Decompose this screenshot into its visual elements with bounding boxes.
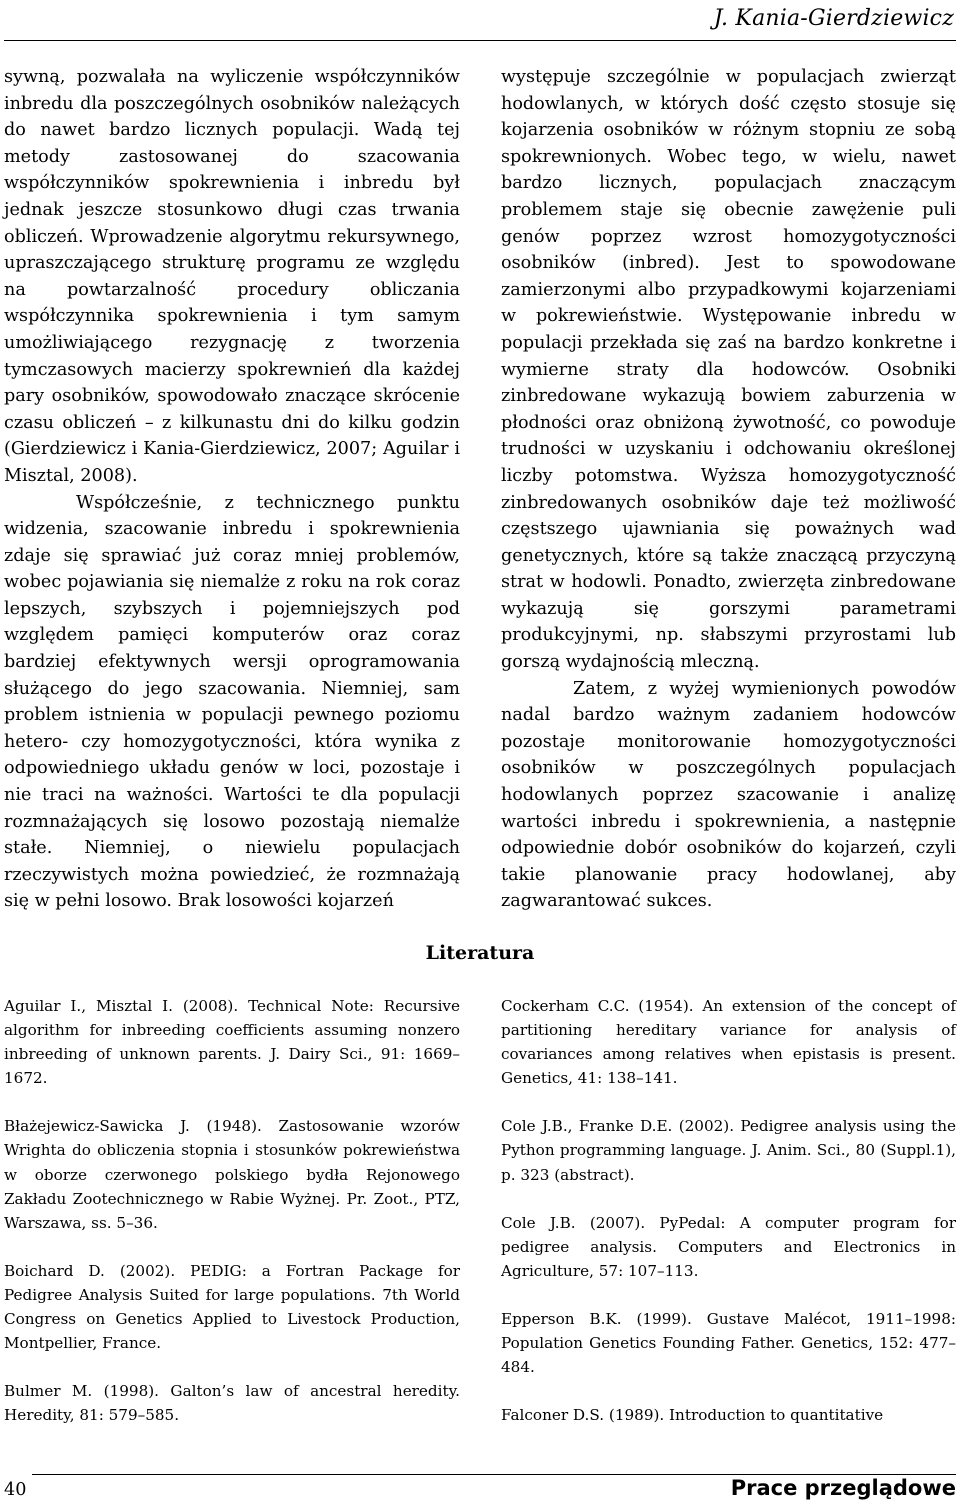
references-column-left [4,994,460,1451]
reference-entry: Epperson B.K. (1999). Gustave Malécot, 1911–1998: Population Genetics Founding Father. Genetics, 152: 477–484. [501,1309,956,1377]
reference-entry: Bulmer M. (1998). Galton’s law of ancestral heredity. Heredity, 81: 579–585. [4,1382,460,1425]
footer-rule [32,1474,956,1475]
body-paragraph: występuje szczególnie w populacjach zwierząt hodowlanych, w których dość często stosuje się kojarzenia osobników w różnym stopniu ze sobą spokrewnionych. Wobec tego, w wielu, nawet bardzo licznych, populacjach znaczącym problemem staje się obecnie zawężenie puli genów poprzez wzrost homozygotyczności osobników (inbred). Jest to spowodowane zamierzonymi albo przypadkowymi kojarzeniami w pokrewieństwie. Występowanie inbredu w populacji przekłada się zaś na bardzo konkretne i wymierne straty dla hodowców. Osobniki zinbredowane wykazują bowiem zaburzenia w płodności oraz obniżoną żywotność, co powoduje trudności w uzyskaniu i odchowaniu określonej liczby potomstwa. Wyższa homozygotyczność zinbredowanych osobników daje też możliwość częstszego ujawniania się poważnych wad genetycznych, które są także znaczącą przyczyną strat w hodowli. Ponadto, zwierzęta zinbredowane wykazują się gorszymi parametrami produkcyjnymi, np. słabszymi przyrostami lub gorszą wydajnością mleczną. [501,67,956,673]
reference-entry: Aguilar I., Misztal I. (2008). Technical Note: Recursive algorithm for inbreeding coefficients assuming nonzero inbreeding of unknown parents. J. Dairy Sci., 91: 1669–1672. [4,997,460,1088]
reference-entry: Błażejewicz-Sawicka J. (1948). Zastosowanie wzorów Wrighta do obliczenia stopnia i stosunków pokrewieństwa w oborze czerwonego polskiego bydła Rejonowego Zakładu Zootechnicznego w Rabie Wyżnej. Pr. Zoot., PTZ, Warszawa, ss. 5–36. [4,1117,460,1232]
reference-entry: Boichard D. (2002). PEDIG: a Fortran Package for Pedigree Analysis Suited for large populations. 7th World Congress on Genetics Applied to Livestock Production, Montpellier, France. [4,1261,460,1353]
section-label: Prace przeglądowe [730,1476,956,1500]
reference-entry: Cole J.B. (2007). PyPedal: A computer program for pedigree analysis. Computers and Electronics in Agriculture, 57: 107–113. [501,1213,956,1280]
reference-entry: Falconer D.S. (1989). Introduction to quantitative [501,1406,884,1425]
running-head-author: J. Kania-Gierdziewicz [713,6,954,31]
body-paragraph: sywną, pozwalała na wyliczenie współczynników inbredu dla poszczególnych osobników należących do nawet bardzo licznych populacji. Wadą tej metody zastosowanej do szacowania współczynników spokrewnienia i inbredu był jednak jeszcze stosunkowo długi czas trwania obliczeń. Wprowadzenie algorytmu rekursywnego, upraszczającego strukturę programu ze względu na powtarzalność procedury obliczania współczynnika spokrewnienia i tym samym umożliwiającego rezygnację z tworzenia tymczasowych macierzy spokrewnień dla każdej pary osobników, spowodowało znaczące skrócenie czasu obliczeń – z kilkunastu dni do kilku godzin (Gierdziewicz i Kania-Gierdziewicz, 2007; Aguilar i Misztal, 2008). [4,67,460,486]
reference-entry: Cockerham C.C. (1954). An extension of the concept of partitioning hereditary variance for analysis of covariances among relatives when epistasis is present. Genetics, 41: 138–141. [501,997,956,1088]
body-column-left [4,64,460,915]
page-number: 40 [4,1480,27,1500]
body-column-right [501,64,956,915]
body-paragraph: Współcześnie, z technicznego punktu widzenia, szacowanie inbredu i spokrewnienia zdaje się sprawiać już coraz mniej problemów, wobec pojawiania się niemalże z roku na rok coraz lepszych, szybszych i pojemniejszych pod względem pamięci komputerów oraz coraz bardziej efektywnych wersji oprogramowania służącego do jego szacowania. Niemniej, sam problem istnienia w populacji pewnego poziomu hetero- czy homozygotyczności, która wynika z odpowiedniego układu genów w loci, pozostaje i nie traci na ważności. Wartości te dla populacji rozmnażających się losowo pozostają niemalże stałe. Niemniej, o niewielu populacjach rzeczywistych można powiedzieć, że rozmnażają się w pełni losowo. Brak losowości kojarzeń [4,492,460,912]
references-column-right [501,994,956,1451]
literature-heading: Literatura [425,942,535,964]
reference-entry: Cole J.B., Franke D.E. (2002). Pedigree analysis using the Python programming language. J. Anim. Sci., 80 (Suppl.1), p. 323 (abstract). [501,1117,956,1184]
body-paragraph: Zatem, z wyżej wymienionych powodów nadal bardzo ważnym zadaniem hodowców pozostaje monitorowanie homozygotyczności osobników w poszczególnych populacjach hodowlanych poprzez szacowanie i analizę wartości inbredu i spokrewnienia, a następnie odpowiednie dobór osobników do kojarzeń, czyli takie planowanie pracy hodowlanej, aby zagwarantować sukces. [501,678,956,912]
header-rule [4,40,956,41]
